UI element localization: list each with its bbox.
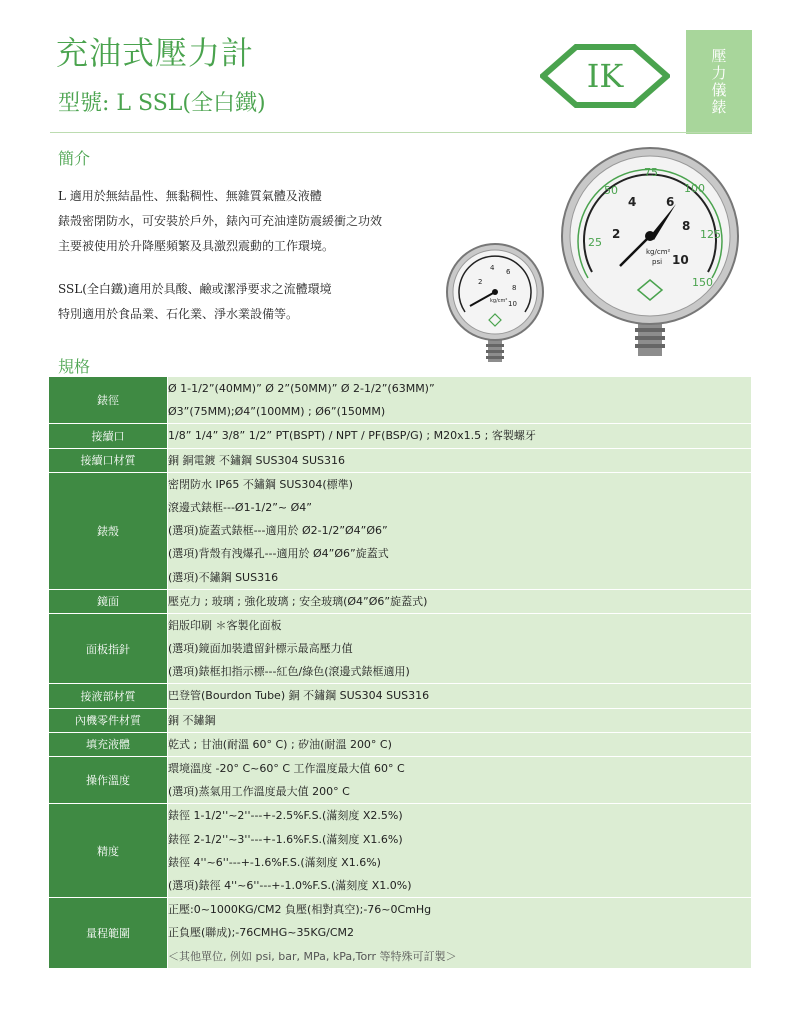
spec-line: (選項)不鏽鋼 SUS316 bbox=[168, 570, 279, 584]
intro-line: 特別適用於食品業、石化業、淨水業設備等。 bbox=[58, 307, 299, 321]
svg-text:2: 2 bbox=[478, 278, 483, 286]
spec-label: 操作溫度 bbox=[49, 757, 168, 804]
spec-value bbox=[168, 804, 752, 898]
spec-line: 環境溫度 -20° C~60° C 工作溫度最大值 60° C bbox=[168, 762, 405, 775]
spec-table bbox=[48, 376, 752, 969]
table-row bbox=[49, 448, 752, 472]
large-gauge-image bbox=[560, 146, 740, 370]
svg-text:IK: IK bbox=[586, 57, 624, 95]
spec-line: 銅 不鏽鋼 bbox=[168, 713, 216, 727]
spec-line: ＜其他單位, 例如 psi, bar, MPa, kPa,Torr 等特殊可訂製＞ bbox=[168, 949, 457, 963]
spec-label: 精度 bbox=[49, 804, 168, 898]
spec-value bbox=[168, 424, 752, 448]
table-row bbox=[49, 732, 752, 756]
intro-line: SSL(全白鐵)適用於具酸、鹼或潔淨要求之流體環境 bbox=[58, 282, 332, 296]
svg-text:4: 4 bbox=[628, 195, 637, 209]
spec-line: 壓克力 ; 玻璃 ; 強化玻璃 ; 安全玻璃(Ø4”Ø6”旋蓋式) bbox=[168, 594, 428, 608]
table-row bbox=[49, 613, 752, 684]
header-divider bbox=[50, 132, 752, 133]
spec-label: 填充液體 bbox=[49, 732, 168, 756]
spec-heading: 規格 bbox=[58, 357, 91, 376]
spec-value bbox=[168, 708, 752, 732]
table-row bbox=[49, 472, 752, 589]
intro-heading: 簡介 bbox=[58, 149, 91, 168]
spec-label: 接續口材質 bbox=[49, 448, 168, 472]
spec-line: (選項)鏡面加裝遺留針標示最高壓力值 bbox=[168, 642, 353, 656]
table-row bbox=[49, 377, 752, 424]
spec-line: 1/8” 1/4” 3/8” 1/2” PT(BSPT) / NPT / PF(BSP/G) ; M20x1.5 ; 客製螺牙 bbox=[168, 429, 536, 443]
svg-text:8: 8 bbox=[512, 284, 517, 292]
spec-line: 正負壓(聯成);-76CMHG~35KG/CM2 bbox=[168, 926, 355, 940]
table-row bbox=[49, 898, 752, 969]
spec-label: 接續口 bbox=[49, 424, 168, 448]
svg-text:2: 2 bbox=[612, 227, 621, 241]
table-row bbox=[49, 708, 752, 732]
spec-value bbox=[168, 448, 752, 472]
spec-value bbox=[168, 472, 752, 589]
intro-line: 錶殼密閉防水，可安裝於戶外，錶內可充油達防震緩衝之功效 bbox=[58, 214, 383, 228]
table-row bbox=[49, 684, 752, 708]
svg-text:25: 25 bbox=[588, 236, 602, 249]
spec-line: 錶徑 2-1/2''~3''---+-1.6%F.S.(滿刻度 X1.6%) bbox=[168, 832, 403, 846]
spec-line: Ø 1-1/2”(40MM)” Ø 2”(50MM)” Ø 2-1/2”(63MM)” bbox=[168, 382, 435, 395]
spec-value bbox=[168, 613, 752, 684]
spec-line: 錶徑 1-1/2''~2''---+-2.5%F.S.(滿刻度 X2.5%) bbox=[168, 809, 403, 823]
svg-text:125: 125 bbox=[700, 228, 721, 241]
side-tab-char: 壓 bbox=[711, 47, 727, 65]
spec-value bbox=[168, 589, 752, 613]
spec-value bbox=[168, 732, 752, 756]
intro-line: 主要被使用於升降壓頻繁及具激烈震動的工作環境。 bbox=[58, 239, 335, 253]
svg-text:10: 10 bbox=[672, 253, 689, 267]
spec-line: (選項)錶徑 4''~6''---+-1.0%F.S.(滿刻度 X1.0%) bbox=[168, 878, 412, 892]
spec-value bbox=[168, 377, 752, 424]
model-subtitle: 型號: L SSL(全白鐵) bbox=[58, 91, 266, 116]
svg-text:150: 150 bbox=[692, 276, 713, 289]
intro-line: L 適用於無結晶性、無黏稠性、無雜質氣體及液體 bbox=[58, 189, 322, 203]
spec-line: (選項)蒸氣用工作溫度最大值 200° C bbox=[168, 785, 350, 799]
spec-line: 密閉防水 IP65 不鏽鋼 SUS304(標準) bbox=[168, 477, 353, 491]
spec-line: (選項)背殼有洩爆孔---適用於 Ø4”Ø6”旋蓋式 bbox=[168, 547, 389, 561]
spec-label: 錶徑 bbox=[49, 377, 168, 424]
spec-value bbox=[168, 898, 752, 969]
side-tab-char: 力 bbox=[711, 64, 727, 82]
spec-label: 量程範圍 bbox=[49, 898, 168, 969]
ik-logo bbox=[540, 42, 670, 110]
svg-text:50: 50 bbox=[604, 184, 618, 197]
table-row bbox=[49, 757, 752, 804]
svg-text:6: 6 bbox=[666, 195, 675, 209]
spec-line: 錶徑 4''~6''---+-1.6%F.S.(滿刻度 X1.6%) bbox=[168, 855, 381, 869]
spec-line: 正壓:0~1000KG/CM2 負壓(相對真空);-76~0CmHg bbox=[168, 903, 432, 917]
spec-value bbox=[168, 757, 752, 804]
side-tab-char: 錶 bbox=[711, 98, 727, 116]
svg-text:8: 8 bbox=[682, 219, 691, 233]
page-title: 充油式壓力計 bbox=[56, 34, 255, 72]
spec-line: (選項)旋蓋式錶框---適用於 Ø2-1/2”Ø4”Ø6” bbox=[168, 524, 388, 538]
spec-label: 鏡面 bbox=[49, 589, 168, 613]
svg-text:100: 100 bbox=[684, 182, 705, 195]
table-row bbox=[49, 589, 752, 613]
svg-text:75: 75 bbox=[644, 166, 658, 179]
svg-text:6: 6 bbox=[506, 268, 511, 276]
intro-text bbox=[58, 184, 478, 327]
spec-value bbox=[168, 684, 752, 708]
svg-text:psi: psi bbox=[652, 258, 663, 266]
category-side-tab bbox=[686, 30, 752, 134]
spec-line: 銅 銅電鍍 不鏽鋼 SUS304 SUS316 bbox=[168, 453, 346, 467]
side-tab-char: 儀 bbox=[711, 81, 727, 99]
spec-label: 錶殼 bbox=[49, 472, 168, 589]
spec-label: 面板指針 bbox=[49, 613, 168, 684]
svg-text:10: 10 bbox=[508, 300, 517, 308]
small-gauge-image bbox=[440, 240, 550, 370]
spec-line: Ø3”(75MM);Ø4”(100MM) ; Ø6”(150MM) bbox=[168, 405, 386, 419]
svg-text:4: 4 bbox=[490, 264, 495, 272]
spec-line: 乾式 ; 甘油(耐溫 60° C) ; 矽油(耐溫 200° C) bbox=[168, 737, 392, 751]
spec-line: (選項)錶框扣指示標---紅色/綠色(滾邊式錶框適用) bbox=[168, 665, 410, 679]
spec-line: 滾邊式錶框---Ø1-1/2”~ Ø4” bbox=[168, 500, 313, 514]
spec-label: 內機零件材質 bbox=[49, 708, 168, 732]
table-row bbox=[49, 804, 752, 898]
svg-text:kg/cm²: kg/cm² bbox=[646, 248, 671, 256]
table-row bbox=[49, 424, 752, 448]
svg-text:kg/cm²: kg/cm² bbox=[490, 298, 508, 304]
spec-line: 鋁版印刷 ＊客製化面板 bbox=[168, 618, 282, 632]
spec-label: 接液部材質 bbox=[49, 684, 168, 708]
spec-line: 巴登管(Bourdon Tube) 銅 不鏽鋼 SUS304 SUS316 bbox=[168, 689, 430, 703]
